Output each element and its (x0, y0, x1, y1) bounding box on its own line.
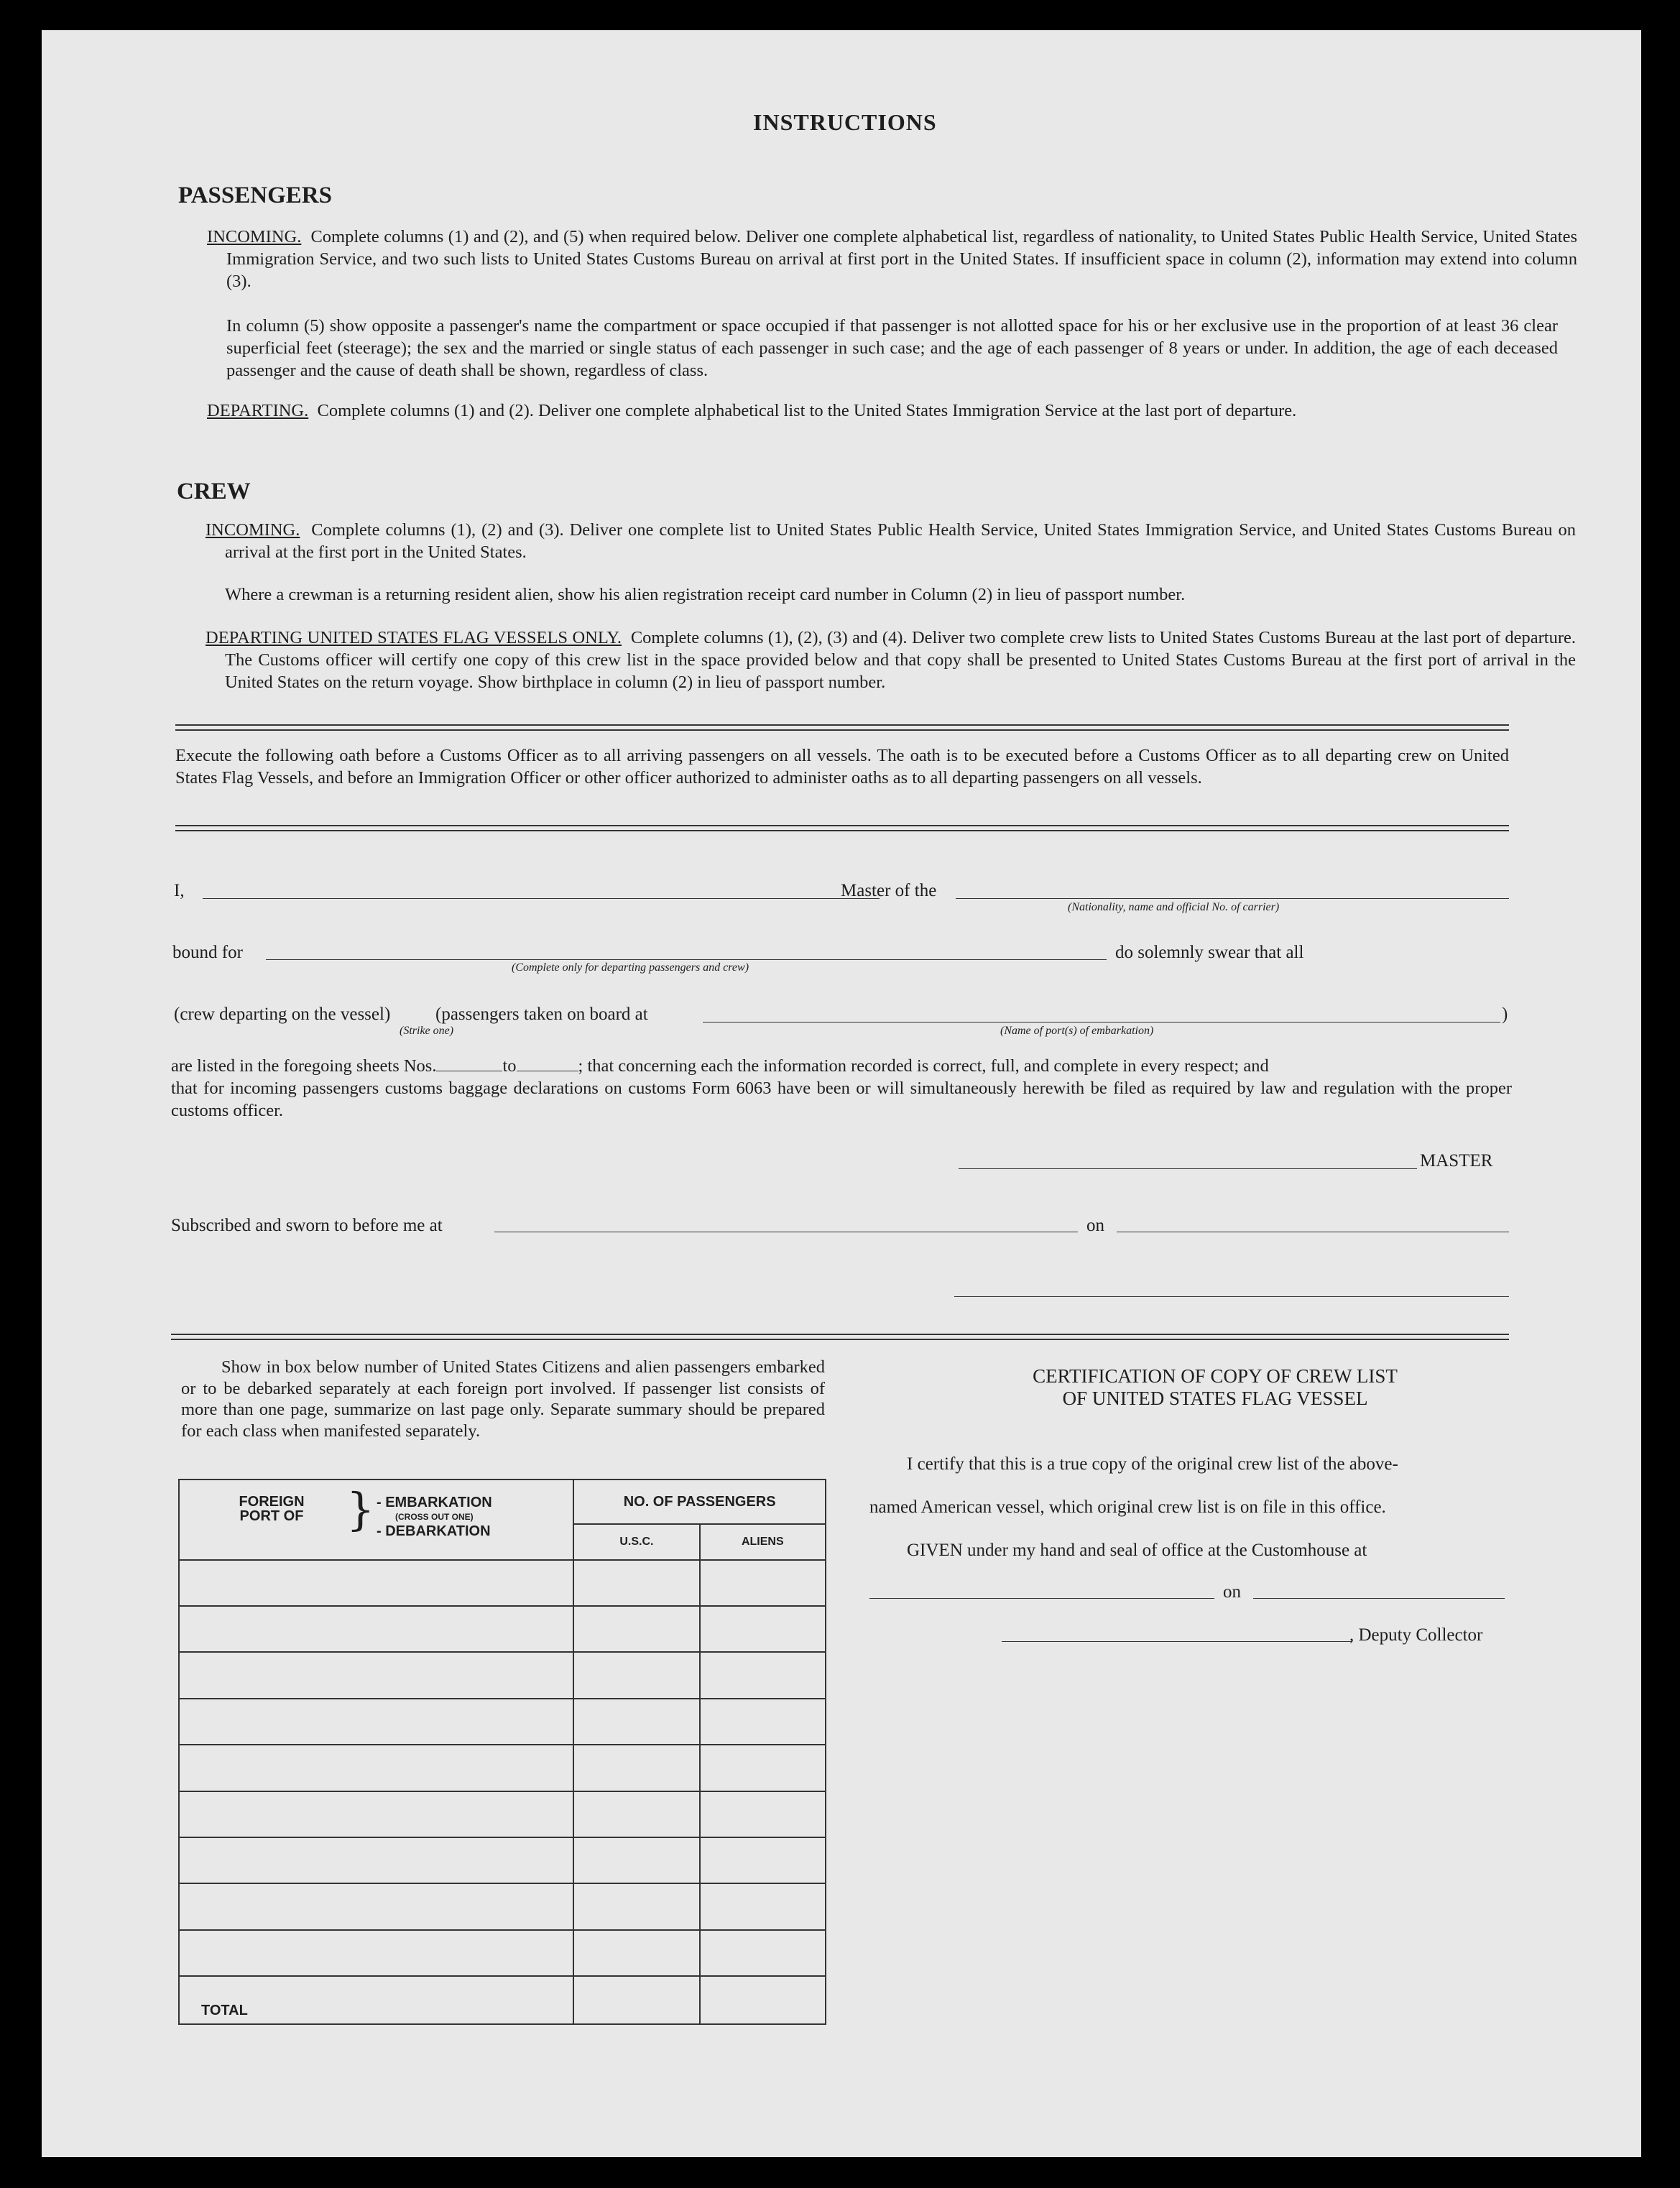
subscribed-label: Subscribed and sworn to before me at (171, 1216, 443, 1235)
swear-label: do solemnly swear that all (1115, 943, 1304, 962)
aliens-cell[interactable] (700, 1560, 826, 1606)
aliens-header: ALIENS (700, 1524, 826, 1559)
usc-header: U.S.C. (573, 1524, 699, 1559)
carrier-field[interactable] (956, 898, 1509, 899)
to-label: to (502, 1056, 517, 1076)
officer-signature-field[interactable] (954, 1296, 1509, 1297)
strike-caption: (Strike one) (400, 1025, 454, 1037)
nationality-caption: (Nationality, name and official No. of carrier) (1068, 901, 1280, 913)
foreign-port-of-label: FOREIGN PORT OF (239, 1494, 305, 1524)
usc-cell[interactable] (573, 1930, 699, 1976)
certification-on-label: on (1223, 1582, 1241, 1602)
aliens-total-cell[interactable] (700, 1976, 826, 2024)
master-of-label: Master of the (841, 881, 937, 900)
bound-for-label: bound for (172, 943, 243, 962)
brace-glyph: } (346, 1483, 375, 1536)
port-cell[interactable] (179, 1606, 573, 1652)
oath-execute-paragraph: Execute the following oath before a Customs Officer as to all arriving passengers on all vessels. The oath is to be executed before a Customs Officer as to all departing crew on United States Flag Vessels, and before an Immigration Officer or other officer authorized to administer oaths as to all departing passengers on all vessels. (175, 746, 1509, 788)
deputy-collector-label: , Deputy Collector (1349, 1625, 1483, 1645)
oath-i-label: I, (174, 881, 185, 900)
crew-departing-text: Complete columns (1), (2), (3) and (4). Deliver two complete crew lists to United States Customs Bureau at the last port of departure. The Customs officer will certify one copy of this crew list in the space provided below and that copy shall be presented to United States Customs Bureau at the first port of arrival in the United States on the return voyage. Show birthplace in column (2) in lieu of passport number. (225, 628, 1576, 692)
page-title: INSTRUCTIONS (753, 109, 937, 135)
certify-line1: I certify that this is a true copy of the original crew list of the above- (907, 1454, 1398, 1474)
passenger-summary-table (178, 1479, 826, 2025)
passengers-departing-lead: DEPARTING. (207, 401, 309, 420)
listed-prefix: are listed in the foregoing sheets Nos. (171, 1056, 437, 1076)
passengers-incoming-paragraph (207, 226, 1577, 292)
cross-out-label: (CROSS OUT ONE) (395, 1512, 474, 1522)
passengers-departing-text: Complete columns (1) and (2). Deliver one complete alphabetical list to the United States Immigration Service at the last port of departure. (317, 401, 1297, 420)
foreign-port-header (179, 1480, 573, 1560)
divider-double (175, 724, 1509, 731)
passengers-incoming-lead: INCOMING. (207, 227, 302, 246)
crew-incoming-text: Complete columns (1), (2) and (3). Deliver one complete list to United States Public Health Service, United States Immigration Service, and United States Customs Bureau on arrival at the first port in the United States. (225, 520, 1577, 562)
given-text: GIVEN under my hand and seal of office at the Customhouse at (907, 1541, 1367, 1560)
crew-departing-lead: DEPARTING UNITED STATES FLAG VESSELS ONLY. (206, 628, 622, 647)
crew-departing-paragraph (206, 627, 1576, 693)
aliens-cell[interactable] (700, 1930, 826, 1976)
crew-incoming-paragraph (206, 519, 1576, 563)
port-cell[interactable] (179, 1652, 573, 1698)
listed-suffix: ; that concerning each the information recorded is correct, full, and complete in every respect; and (578, 1056, 1269, 1076)
port-caption: (Name of port(s) of embarkation) (1000, 1025, 1154, 1037)
total-label: TOTAL (179, 1976, 573, 2024)
usc-cell[interactable] (573, 1652, 699, 1698)
aliens-cell[interactable] (700, 1837, 826, 1883)
sheet-to-field[interactable] (517, 1056, 578, 1071)
port-of-embarkation-field[interactable] (703, 1022, 1500, 1023)
aliens-cell[interactable] (700, 1791, 826, 1837)
certify-line2: named American vessel, which original crew list is on file in this office. (869, 1497, 1386, 1517)
passengers-incoming-text: Complete columns (1) and (2), and (5) when required below. Deliver one complete alphabetical list, regardless of nationality, to United States Public Health Service, United States Immigration Service, and two such lists to United States Customs Bureau on arrival at first port in the United States. If insufficient space in column (2), information may extend into column (3). (226, 227, 1577, 291)
no-passengers-header: NO. OF PASSENGERS (573, 1480, 826, 1524)
crew-resident-paragraph: Where a crewman is a returning resident alien, show his alien registration receipt card number in Column (2) in lieu of passport number. (225, 585, 1186, 604)
listed-rest-paragraph: that for incoming passengers customs baggage declarations on customs Form 6063 have been or will simultaneously herewith be filed as required by law and regulation with the proper customs officer. (171, 1079, 1512, 1120)
usc-cell[interactable] (573, 1837, 699, 1883)
complete-only-caption: (Complete only for departing passengers and crew) (512, 961, 749, 974)
certification-heading (904, 1365, 1526, 1410)
divider-double (175, 825, 1509, 831)
usc-cell[interactable] (573, 1699, 699, 1745)
port-cell[interactable] (179, 1699, 573, 1745)
aliens-cell[interactable] (700, 1883, 826, 1929)
embarkation-label[interactable]: - EMBARKATION (377, 1495, 492, 1510)
master-signature-field[interactable] (959, 1168, 1417, 1169)
port-cell[interactable] (179, 1560, 573, 1606)
crew-heading: CREW (177, 479, 251, 504)
subscribed-on-label: on (1086, 1216, 1104, 1235)
usc-cell[interactable] (573, 1606, 699, 1652)
port-cell[interactable] (179, 1930, 573, 1976)
crew-departing-label[interactable]: (crew departing on the vessel) (174, 1005, 391, 1024)
divider-double (171, 1334, 1509, 1340)
aliens-cell[interactable] (700, 1606, 826, 1652)
master-label: MASTER (1420, 1151, 1493, 1171)
sheet-from-field[interactable] (436, 1056, 502, 1071)
port-cell[interactable] (179, 1883, 573, 1929)
crew-incoming-lead: INCOMING. (206, 520, 300, 540)
aliens-cell[interactable] (700, 1699, 826, 1745)
passengers-taken-label[interactable]: (passengers taken on board at (435, 1005, 648, 1024)
bound-for-field[interactable] (266, 959, 1107, 960)
usc-cell[interactable] (573, 1791, 699, 1837)
deputy-signature-field[interactable] (1002, 1641, 1352, 1642)
usc-cell[interactable] (573, 1883, 699, 1929)
usc-total-cell[interactable] (573, 1976, 699, 2024)
customhouse-field[interactable] (869, 1598, 1214, 1599)
passengers-column5-paragraph: In column (5) show opposite a passenger's name the compartment or space occupied if that passenger is not allotted space for his or her exclusive use in the proportion of at least 36 clear superficial feet (steerage); the sex and the married or single status of each passenger in such case; and the age of each passenger of 8 years or under. In addition, the age of each deceased passenger and the cause of death shall be shown, regardless of class. (226, 316, 1558, 380)
box-intro-paragraph: Show in box below number of United States Citizens and alien passengers embarked or to be debarked separately at each foreign port involved. If passenger list consists of more than one page, summarize on last page only. Separate summary should be prepared for each class when manifested separately. (181, 1357, 825, 1441)
aliens-cell[interactable] (700, 1652, 826, 1698)
close-paren: ) (1502, 1005, 1508, 1024)
usc-cell[interactable] (573, 1745, 699, 1791)
certification-heading-line1: CERTIFICATION OF COPY OF CREW LIST (1033, 1365, 1398, 1387)
debarkation-label[interactable]: - DEBARKATION (377, 1523, 491, 1539)
listed-sheets-line (171, 1055, 1512, 1077)
passengers-heading: PASSENGERS (178, 183, 332, 208)
usc-cell[interactable] (573, 1560, 699, 1606)
aliens-cell[interactable] (700, 1745, 826, 1791)
port-cell[interactable] (179, 1745, 573, 1791)
port-cell[interactable] (179, 1791, 573, 1837)
port-cell[interactable] (179, 1837, 573, 1883)
certification-date-field[interactable] (1253, 1598, 1505, 1599)
document-page (42, 30, 1641, 2157)
certification-heading-line2: OF UNITED STATES FLAG VESSEL (1062, 1388, 1368, 1409)
master-name-field[interactable] (203, 898, 880, 899)
passengers-departing-paragraph (207, 400, 1577, 422)
